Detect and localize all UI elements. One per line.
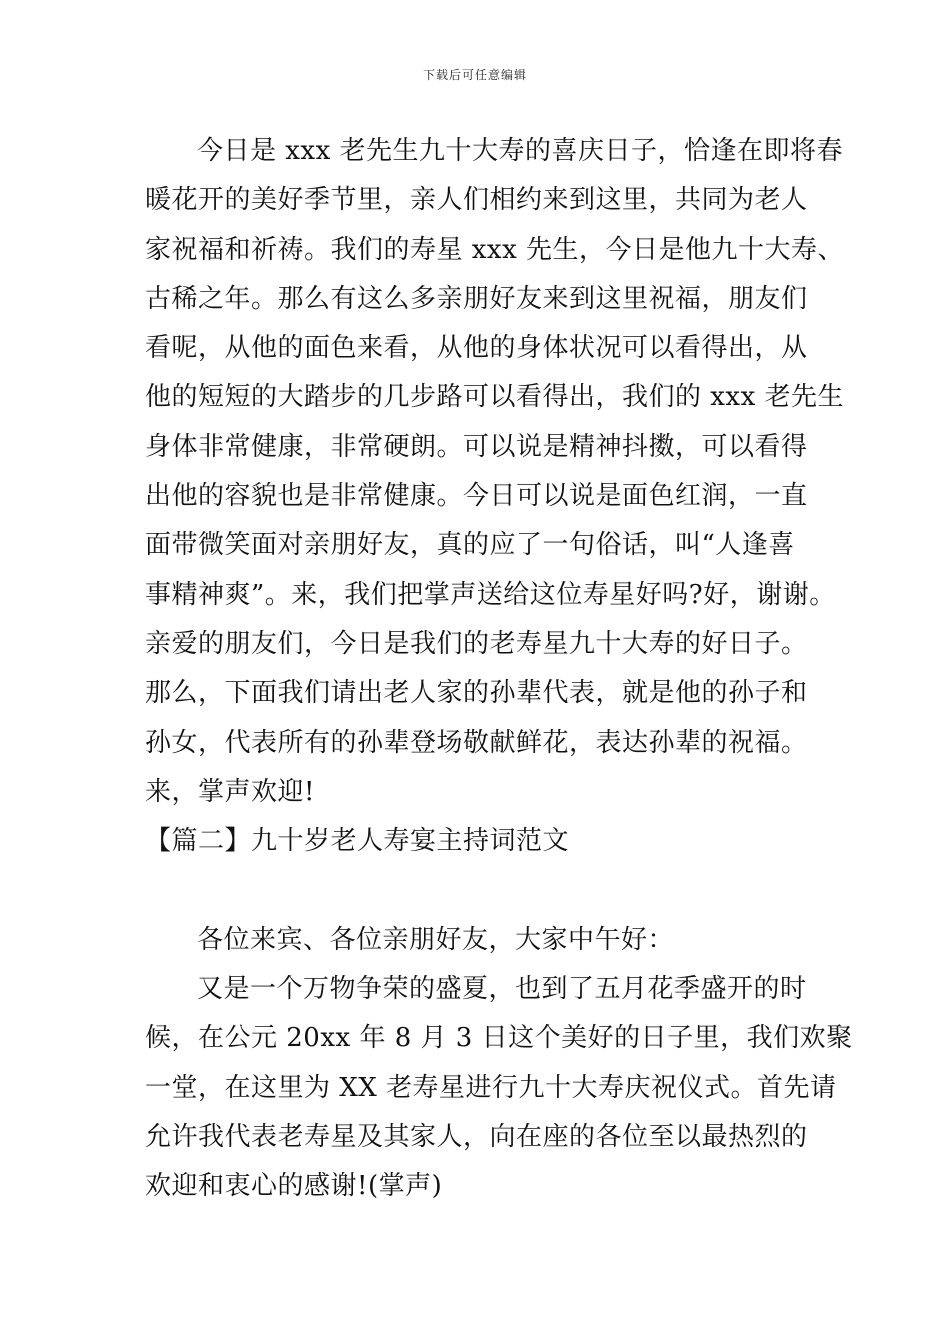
paragraph-line: 今日是 xxx 老先生九十大寿的喜庆日子，恰逢在即将春	[197, 136, 844, 166]
paragraph-line: 出他的容貌也是非常健康。今日可以说是面色红润，一直	[145, 481, 808, 512]
paragraph-line: 他的短短的大踏步的几步路可以看得出，我们的 xxx 老先生	[145, 382, 845, 413]
paragraph-line: 那么，下面我们请出老人家的孙辈代表，就是他的孙子和	[145, 678, 808, 709]
paragraph-line: 亲爱的朋友们，今日是我们的老寿星九十大寿的好日子。	[145, 628, 808, 659]
paragraph-line: 孙女，代表所有的孙辈登场敬献鲜花，表达孙辈的祝福。	[145, 727, 808, 758]
greeting-line: 各位来宾、各位亲朋好友，大家中午好：	[197, 924, 675, 955]
paragraph-line: 欢迎和衷心的感谢!(掌声)	[145, 1171, 443, 1202]
paragraph-line: 又是一个万物争荣的盛夏，也到了五月花季盛开的时	[197, 974, 807, 1005]
paragraph-line: 一堂，在这里为 XX 老寿星进行九十大寿庆祝仪式。首先请	[145, 1072, 837, 1103]
paragraph-line: 古稀之年。那么有这么多亲朋好友来到这里祝福，朋友们	[145, 283, 808, 314]
paragraph-line: 候，在公元 20xx 年 8 月 3 日这个美好的日子里，我们欢聚	[145, 1023, 853, 1054]
paragraph-line: 来，掌声欢迎!	[145, 776, 315, 807]
header-note: 下载后可任意编辑	[422, 68, 527, 82]
paragraph-line: 允许我代表老寿星及其家人，向在座的各位至以最热烈的	[145, 1121, 808, 1152]
paragraph-line: 事精神爽”。来，我们把掌声送给这位寿星好吗?好，谢谢。	[145, 579, 836, 610]
paragraph-line: 家祝福和祈祷。我们的寿星 xxx 先生，今日是他九十大寿、	[145, 234, 845, 265]
paragraph-line: 看呢，从他的面色来看，从他的身体状况可以看得出，从	[145, 333, 808, 364]
paragraph-line: 暖花开的美好季节里，亲人们相约来到这里，共同为老人	[145, 185, 808, 216]
blank-gap	[145, 866, 845, 915]
document-body	[145, 127, 853, 1212]
paragraph-line: 面带微笑面对亲朋好友，真的应了一句俗话，叫“人逢喜	[145, 530, 795, 561]
paragraph-line: 身体非常健康，非常硬朗。可以说是精神抖擞，可以看得	[145, 431, 808, 462]
section-title: 【篇二】九十岁老人寿宴主持词范文	[145, 826, 570, 857]
